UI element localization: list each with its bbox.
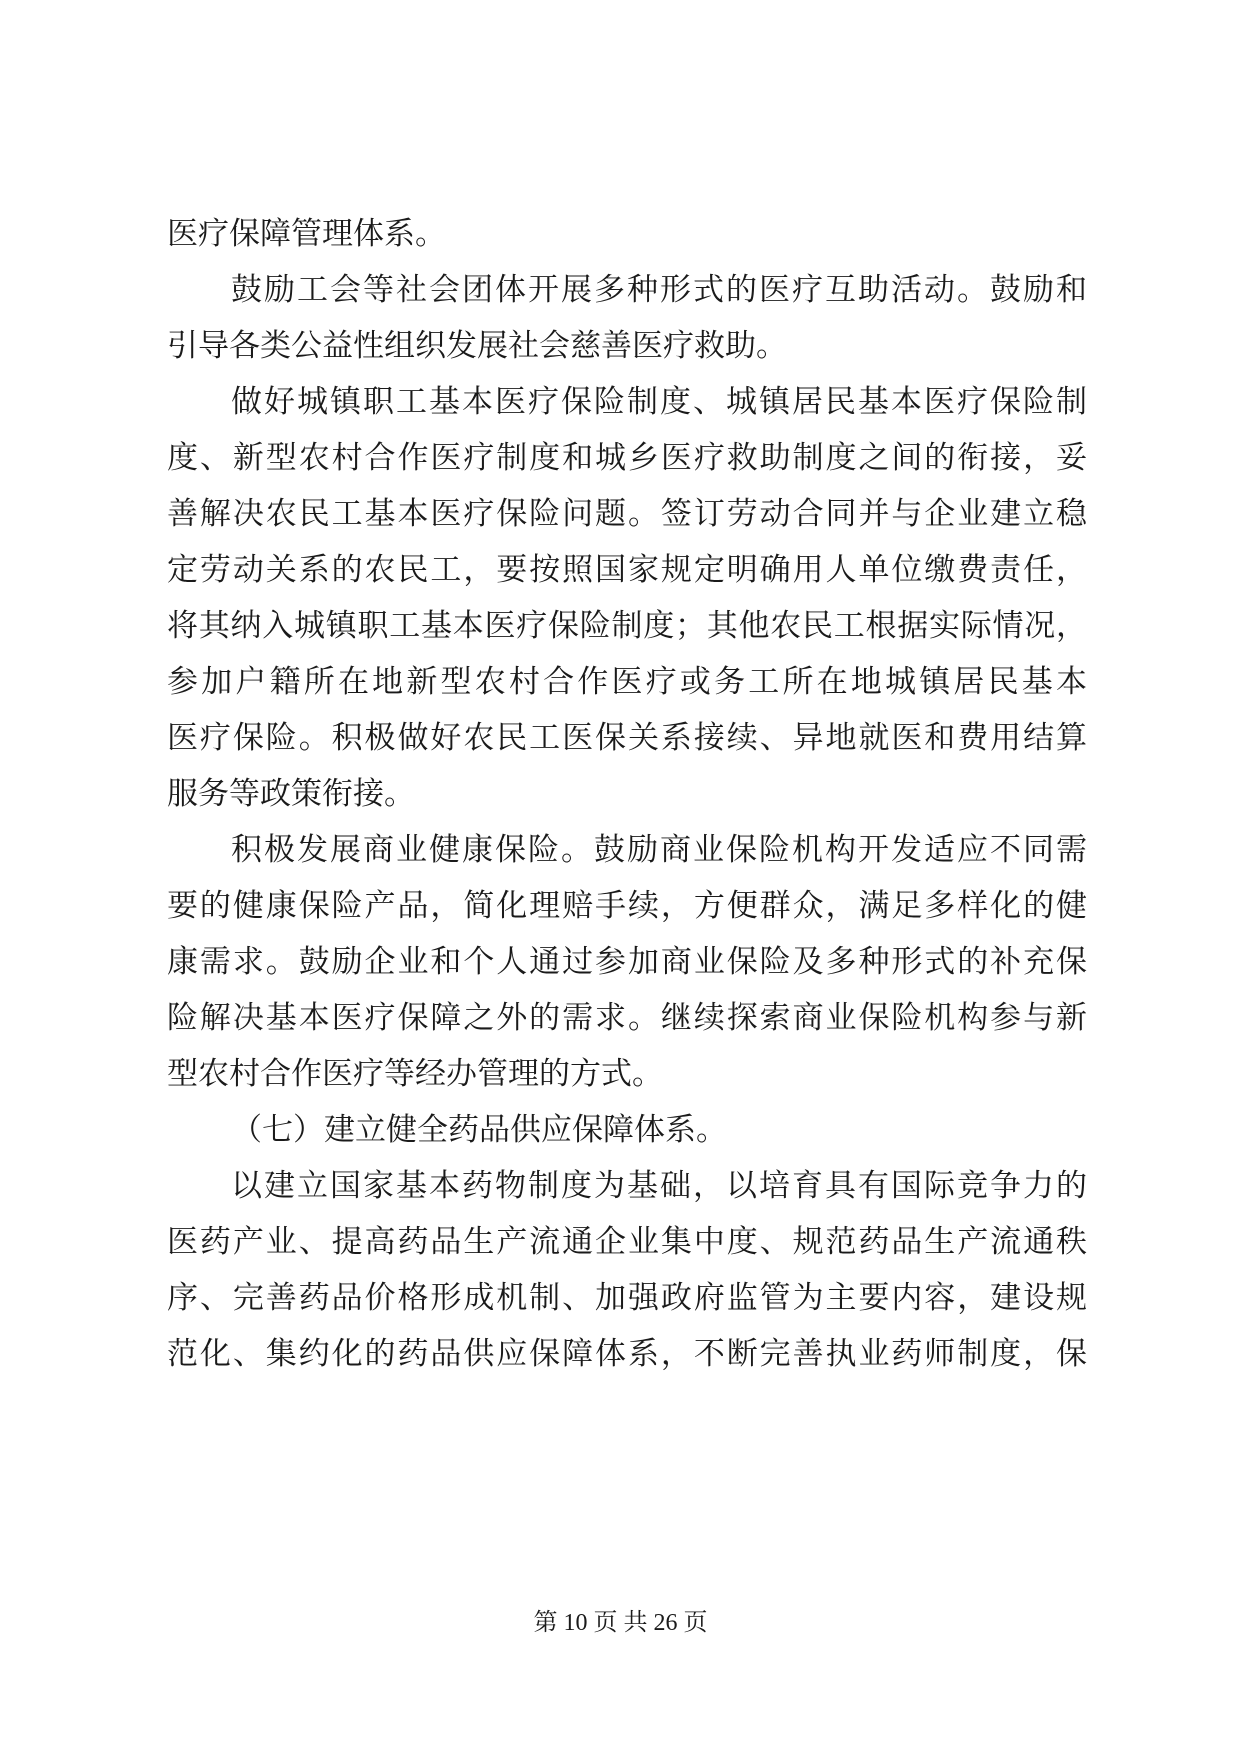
paragraph-first-line: 做好城镇职工基本医疗保险制度、城镇居民基本医疗保险制 [231,384,1087,420]
text-line: 医疗保障管理体系。 [167,216,446,252]
text-line: 险解决基本医疗保障之外的需求。继续探索商业保险机构参与新 [167,1000,1087,1036]
text-line: 型农村合作医疗等经办管理的方式。 [167,1056,663,1092]
paragraph-first-line: 积极发展商业健康保险。鼓励商业保险机构开发适应不同需 [231,832,1087,868]
text-line: 参加户籍所在地新型农村合作医疗或务工所在地城镇居民基本 [167,664,1087,700]
section-heading: （七）建立健全药品供应保障体系。 [231,1112,727,1148]
text-line: 善解决农民工基本医疗保险问题。签订劳动合同并与企业建立稳 [167,496,1087,532]
text-line: 将其纳入城镇职工基本医疗保险制度；其他农民工根据实际情况， [167,608,1087,644]
text-line: 范化、集约化的药品供应保障体系，不断完善执业药师制度，保 [167,1336,1087,1372]
text-line: 定劳动关系的农民工，要按照国家规定明确用人单位缴费责任， [167,552,1087,588]
text-line: 医疗保险。积极做好农民工医保关系接续、异地就医和费用结算 [167,720,1087,756]
text-line: 康需求。鼓励企业和个人通过参加商业保险及多种形式的补充保 [167,944,1087,980]
text-line: 医药产业、提高药品生产流通企业集中度、规范药品生产流通秩 [167,1224,1087,1260]
page-number-footer: 第 10 页 共 26 页 [533,1610,708,1636]
text-line: 服务等政策衔接。 [167,776,415,812]
text-line: 引导各类公益性组织发展社会慈善医疗救助。 [167,328,787,364]
text-line: 度、新型农村合作医疗制度和城乡医疗救助制度之间的衔接，妥 [167,440,1087,476]
paragraph-first-line: 以建立国家基本药物制度为基础，以培育具有国际竞争力的 [231,1168,1087,1204]
text-line: 要的健康保险产品，简化理赔手续，方便群众，满足多样化的健 [167,888,1087,924]
text-line: 序、完善药品价格形成机制、加强政府监管为主要内容，建设规 [167,1280,1087,1316]
paragraph-first-line: 鼓励工会等社会团体开展多种形式的医疗互助活动。鼓励和 [231,272,1087,308]
